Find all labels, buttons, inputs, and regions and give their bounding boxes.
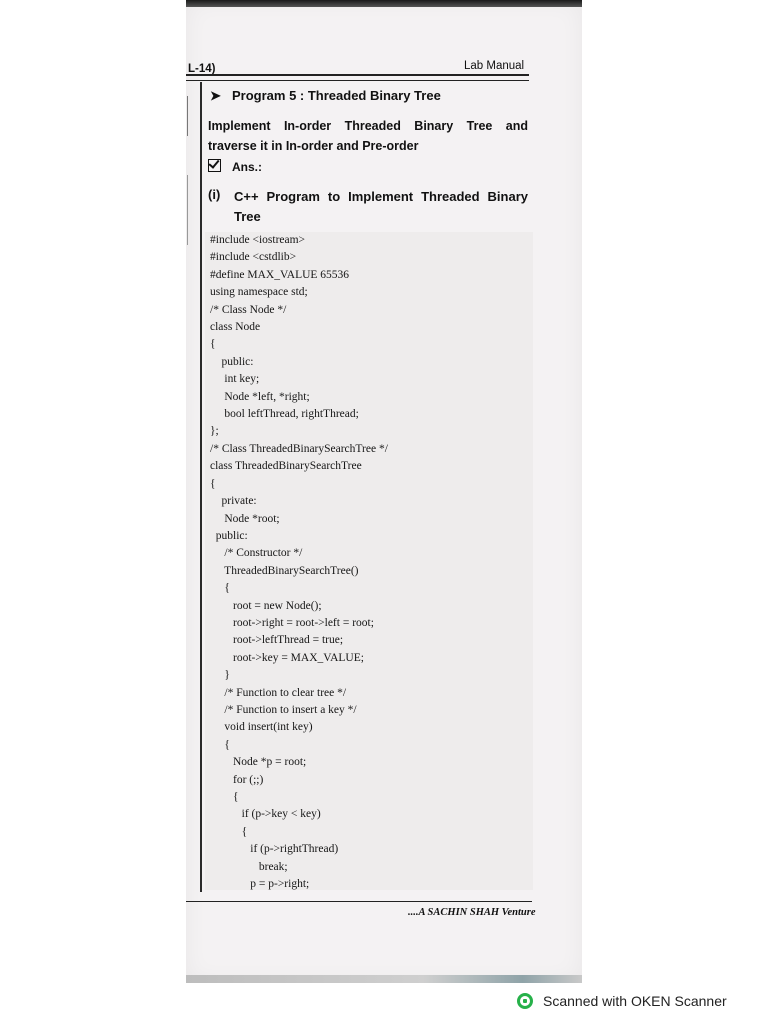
code-line: }; xyxy=(210,425,219,438)
code-line: { xyxy=(210,791,239,803)
code-line: Node *p = root; xyxy=(210,756,307,769)
code-line: #include <cstdlib> xyxy=(210,251,297,264)
code-line: if (p->rightThread) xyxy=(210,843,339,856)
code-line: public: xyxy=(210,355,254,368)
code-line: int key; xyxy=(210,373,260,386)
code-line: /* Class ThreadedBinarySearchTree */ xyxy=(210,442,388,455)
header-rule xyxy=(186,74,529,81)
page-top-edge xyxy=(186,0,582,7)
code-line: private: xyxy=(210,495,257,508)
program-title-text: Program 5 : Threaded Binary Tree xyxy=(232,88,441,103)
code-line: /* Constructor */ xyxy=(210,547,303,560)
code-line: #include <iostream> xyxy=(210,234,306,246)
scanner-label: Scanned with OKEN Scanner xyxy=(543,993,727,1009)
answer-label-text: Ans.: xyxy=(232,160,262,174)
oken-logo-icon xyxy=(517,993,533,1009)
question-text: Implement In-order Threaded Binary Tree and traverse it in In-order and Pre-order xyxy=(208,119,528,153)
code-line: ThreadedBinarySearchTree() xyxy=(210,564,359,577)
code-line: class ThreadedBinarySearchTree xyxy=(210,460,362,473)
code-line: root->leftThread = true; xyxy=(210,634,344,647)
code-line: } xyxy=(210,669,230,682)
code-line: using namespace std; xyxy=(210,286,308,299)
code-line: public: xyxy=(210,529,248,542)
code-line: root->key = MAX_VALUE; xyxy=(210,651,364,664)
code-line: root = new Node(); xyxy=(210,599,322,612)
running-header: Lab Manual xyxy=(464,60,525,72)
code-line: root->right = root->left = root; xyxy=(210,616,374,629)
code-line: { xyxy=(210,338,216,351)
code-line: Node *left, *right; xyxy=(210,390,310,403)
code-listing xyxy=(210,232,530,893)
code-line: for (;;) xyxy=(210,773,264,786)
arrow-bullet-icon: ➤ xyxy=(210,88,221,103)
code-line: class Node xyxy=(210,321,261,334)
footer-rule xyxy=(186,901,532,902)
code-line: bool leftThread, rightThread; xyxy=(210,408,359,421)
left-margin xyxy=(0,0,186,1024)
code-line: { xyxy=(210,738,230,751)
program-title xyxy=(210,88,441,104)
page-number-header: L-14) xyxy=(188,63,216,75)
code-line: /* Function to clear tree */ xyxy=(210,686,347,699)
code-line: #define MAX_VALUE 65536 xyxy=(210,268,350,281)
scanner-watermark xyxy=(517,990,727,1012)
page-bottom-edge xyxy=(186,975,582,983)
code-line: /* Function to insert a key */ xyxy=(210,703,357,716)
code-line: if (p->key < key) xyxy=(210,808,321,821)
footer-credit: ....A SACHIN SHAH Venture xyxy=(408,907,536,918)
section-number: (i) xyxy=(208,187,221,202)
code-line: Node *root; xyxy=(210,512,280,525)
checkbox-tick-icon xyxy=(208,159,221,172)
code-line: p = p->right; xyxy=(210,878,310,891)
code-line: void insert(int key) xyxy=(210,721,313,734)
margin-line xyxy=(200,82,202,892)
code-line: { xyxy=(210,825,248,838)
answer-label xyxy=(208,159,262,174)
margin-mark xyxy=(187,96,188,136)
code-line: { xyxy=(210,582,230,595)
code-line: /* Class Node */ xyxy=(210,303,287,316)
margin-mark xyxy=(187,175,188,245)
section-title: C++ Program to Implement Threaded Binary Tree xyxy=(234,189,528,224)
code-line: { xyxy=(210,477,216,490)
code-line: break; xyxy=(210,860,288,873)
